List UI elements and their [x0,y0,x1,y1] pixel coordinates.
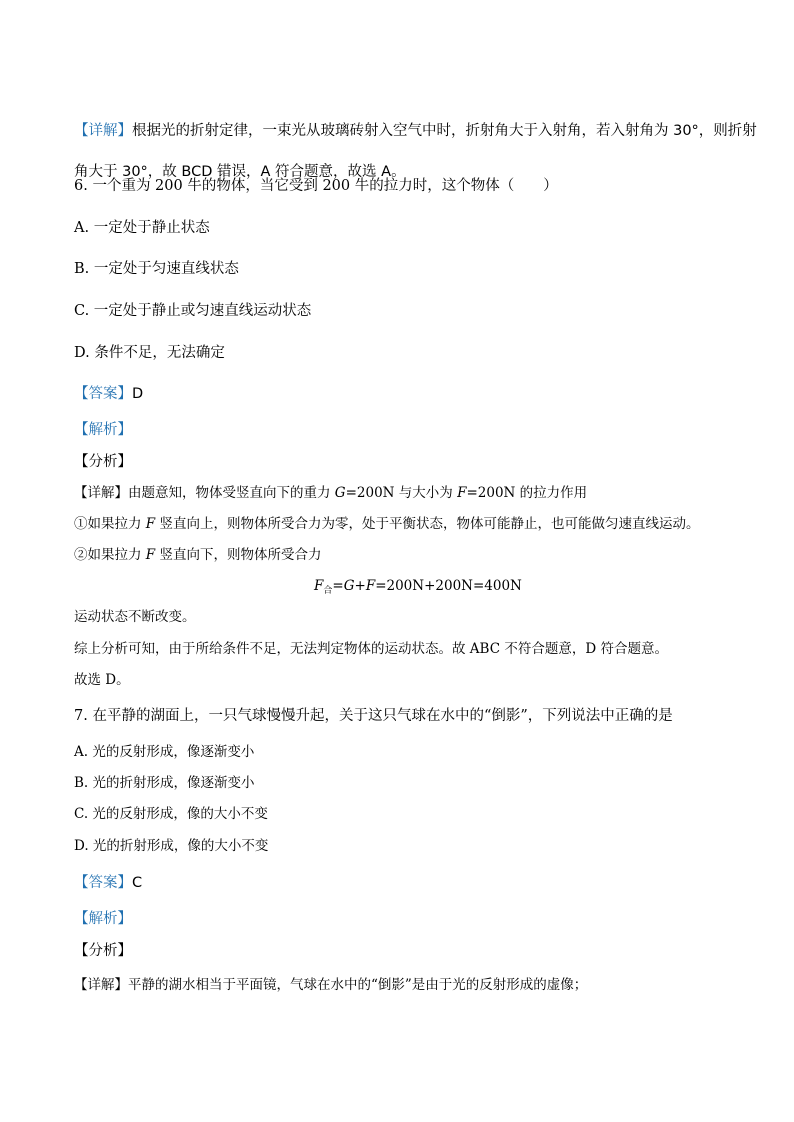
q6-stem: 6. 一个重为 200 牛的物体，当它受到 200 牛的拉力时，这个物体（ ） [74,178,558,194]
q7-option-b: B. 光的折射形成，像逐渐变小 [74,775,255,791]
q6-case-2: ②如果拉力 F 竖直向下，则物体所受合力 [74,547,322,563]
detail-paragraph-line-1 [74,124,757,139]
q6-answer [74,387,143,402]
q6-option-a: A. 一定处于静止状态 [74,220,210,236]
q6-case-1: ①如果拉力 F 竖直向上，则物体所受合力为零，处于平衡状态，物体可能静止，也可能做匀速直线运动。 [74,516,700,532]
q7-analysis-tag: 【解析】 [74,911,132,927]
q6-analysis-tag: 【解析】 [74,422,132,438]
q6-fenxi-tag: 【分析】 [74,454,132,470]
answer-tag: 【答案】 [74,386,132,402]
q7-option-a: A. 光的反射形成，像逐渐变小 [74,744,255,760]
detail-text: 根据光的折射定律，一束光从玻璃砖射入空气中时，折射角大于入射角，若入射角为 30°，则折射 [132,123,757,139]
q6-summary: 综上分析可知，由于所给条件不足，无法判定物体的运动状态。故 ABC 不符合题意，D 符合题意。 [74,641,668,657]
q6-formula: $F_合=G+F=200N+200N=400N$ [314,578,522,596]
q7-option-d: D. 光的折射形成，像的大小不变 [74,838,269,854]
q6-conclusion: 故选 D。 [74,672,130,688]
detail-tag: 【详解】 [74,485,128,501]
detail-tag: 【详解】 [74,977,128,993]
q7-option-c: C. 光的反射形成，像的大小不变 [74,806,268,822]
q7-detail: 【详解】平静的湖水相当于平面镜，气球在水中的“倒影”是由于光的反射形成的虚像； [74,977,588,993]
q6-motion-line: 运动状态不断改变。 [74,609,196,625]
q6-option-c: C. 一定处于静止或匀速直线运动状态 [74,303,312,319]
q7-stem: 7. 在平静的湖面上，一只气球慢慢升起，关于这只气球在水中的“倒影”，下列说法中正确的是 [74,708,673,724]
q7-fenxi-tag: 【分析】 [74,943,132,959]
answer-tag: 【答案】 [74,875,132,891]
q7-answer [74,876,142,891]
q6-detail: 【详解】由题意知，物体受竖直向下的重力 G=200N 与大小为 F=200N 的拉力作用 [74,485,588,501]
answer-value: D [132,386,144,402]
q6-option-d: D. 条件不足，无法确定 [74,345,225,361]
detail-text-cont: 角大于 30°，故 BCD 错误，A 符合题意，故选 A。 [74,164,406,180]
q6-option-b: B. 一定处于匀速直线状态 [74,261,239,277]
detail-tag: 【详解】 [74,123,132,139]
answer-value: C [132,875,143,891]
